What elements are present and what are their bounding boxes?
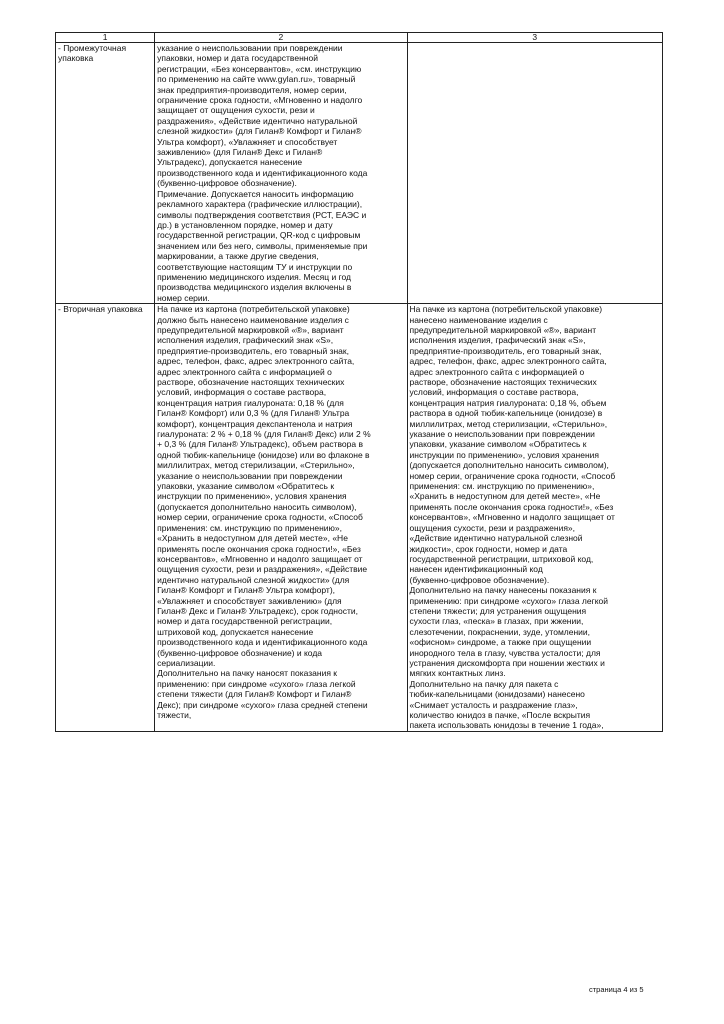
page-number: страница 4 из 5	[589, 985, 644, 994]
table-row-intermediate-packaging	[56, 43, 663, 304]
column-header-3: 3	[407, 33, 663, 43]
table-row-secondary-packaging	[56, 304, 663, 732]
column-header-1: 1	[56, 33, 155, 43]
document-table	[55, 32, 663, 732]
column-header-2: 2	[155, 33, 407, 43]
requirement-text-intermediate: указание о неиспользовании при повреждении упаковки, номер и дата государственной регистрации, «Без консервантов», «см. инструкцию по применению на сайте www.gylan.ru», товарный знак предприятия-производителя, номер серии, ограничение срока годности, «Мгновенно и надолго защищает от ощущения сухости, рези и раздражения», «Действие идентично натуральной слезной жидкости» (для Гилан® Комфорт и Гилан® Ультра комфорт), «Увлажняет и способствует заживлению» (для Гилан® Декс и Гилан® Ультрадекс), допускается нанесение производственного кода и идентификационного кода (буквенно-цифровое обозначение). Примечание. Допускается наносить информацию рекламного характера (графические иллюстрации), символы подтверждения соответствия (РСТ, ЕАЭС и др.) в установленном порядке, номер и дату государственной регистрации, QR-код с цифровым значением или без него, символы, применяемые при маркировании, а также другие сведения, соответствующие настоящим ТУ и инструкции по применению медицинского изделия. Месяц и год производства медицинского изделия включены в номер серии.	[155, 43, 407, 304]
header-row	[56, 33, 663, 43]
actual-text-intermediate	[407, 43, 663, 304]
row-label-intermediate: - Промежуточная упаковка	[56, 43, 155, 304]
requirement-text-secondary: На пачке из картона (потребительской упаковке) должно быть нанесено наименование изделия с предупредительной маркировкой «®», вариант исполнения изделия, графический знак «S», предприятие-производитель, его товарный знак, адрес, телефон, факс, адрес электронного сайта, адрес электронного сайта с информацией о растворе, обозначение настоящих технических условий, информация о составе раствора, концентрация натрия гиалуроната: 0,18 % (для Гилан® Комфорт) или 0,3 % (для Гилан® Ультра комфорт), концентрация декспантенола и натрия гиалуроната: 2 % + 0,18 % (для Гилан® Декс) или 2 % + 0,3 % (для Гилан® Ультрадекс), объем раствора в одной тюбик-капельнице (юнидозе) или во флаконе в миллилитрах, метод стерилизации, «Стерильно», указание о неиспользовании при повреждении упаковки, указание символом «Обратитесь к инструкции по применению», условия хранения (допускается дополнительно наносить символом), номер серии, ограничение срока годности, «Способ применения: см. инструкцию по применению», «Хранить в недоступном для детей месте», «Не применять после окончания срока годности!», «Без консервантов», «Мгновенно и надолго защищает от ощущения сухости, рези и раздражения», «Действие идентично натуральной слезной жидкости» (для Гилан® Комфорт и Гилан® Ультра комфорт), «Увлажняет и способствует заживлению» (для Гилан® Декс и Гилан® Ультрадекс), срок годности, номер и дата государственной регистрации, штриховой код, допускается нанесение производственного кода и идентификационного кода (буквенно-цифровое обозначение) и кода сериализации. Дополнительно на пачку наносят показания к применению: при синдроме «сухого» глаза легкой степени тяжести (для Гилан® Комфорт и Гилан® Декс); при синдроме «сухого» глаза средней степени тяжести,	[155, 304, 407, 732]
actual-text-secondary: На пачке из картона (потребительской упаковке) нанесено наименование изделия с предупредительной маркировкой «®», вариант исполнения изделия, графический знак «S», предприятие-производитель, его товарный знак, адрес, телефон, факс, адрес электронного сайта, адрес электронного сайта с информацией о растворе, обозначение настоящих технических условий, информация о составе раствора, концентрация натрия гиалуроната: 0,18 %, объем раствора в одной тюбик-капельнице (юнидозе) в миллилитрах, метод стерилизации, «Стерильно», указание о неиспользовании при повреждении упаковки, указание символом «Обратитесь к инструкции по применению», условия хранения (допускается дополнительно наносить символом), номер серии, ограничение срока годности, «Способ применения: см. инструкцию по применению», «Хранить в недоступном для детей месте», «Не применять после окончания срока годности!», «Без консервантов», «Мгновенно и надолго защищает от ощущения сухости, рези и раздражения», «Действие идентично натуральной слезной жидкости», срок годности, номер и дата государственной регистрации, штриховой код, нанесен идентификационный код (буквенно-цифровое обозначение). Дополнительно на пачку нанесены показания к применению: при синдроме «сухого» глаза легкой степени тяжести; для устранения ощущения сухости глаз, «песка» в глазах, при жжении, слезотечении, покраснении, зуде, утомлении, «офисном» синдроме, а также при ощущении инородного тела в глазу, чувства усталости; для устранения дискомфорта при ношении жестких и мягких контактных линз. Дополнительно на пачку для пакета с тюбик-капельницами (юнидозами) нанесено «Снимает усталость и раздражение глаз», количество юнидоз в пачке, «После вскрытия пакета использовать юнидозы в течение 1 года»,	[407, 304, 663, 732]
row-label-secondary: - Вторичная упаковка	[56, 304, 155, 732]
